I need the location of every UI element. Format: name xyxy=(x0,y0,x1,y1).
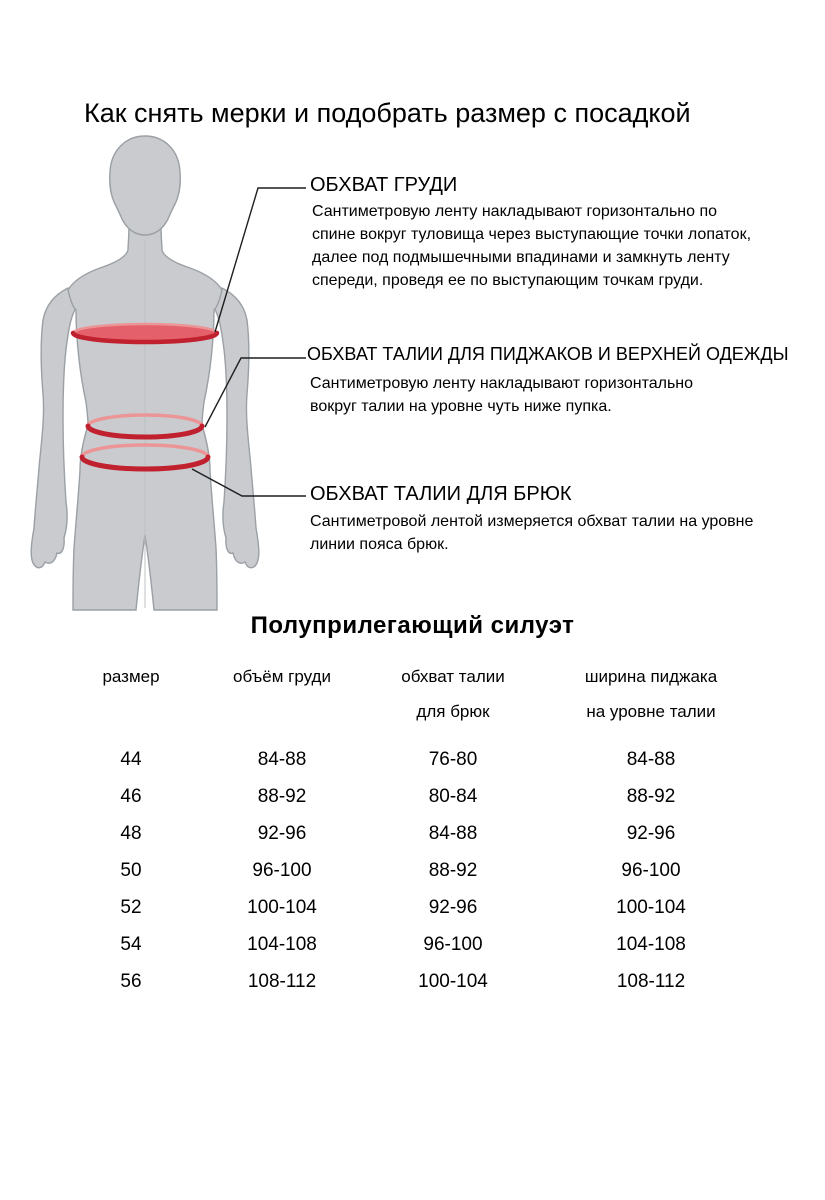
jacket-waist-text-line: вокруг талии на уровне чуть ниже пупка. xyxy=(310,398,612,415)
table-cell-size: 52 xyxy=(120,897,142,918)
table-cell-chest: 108-112 xyxy=(247,971,317,992)
column-header-size: размер xyxy=(102,667,160,686)
table-cell-trousers-waist: 100-104 xyxy=(418,971,488,992)
table-cell-jacket-width: 92-96 xyxy=(626,823,676,844)
table-cell-jacket-width: 84-88 xyxy=(626,749,676,770)
jacket-waist-section-text xyxy=(310,372,693,418)
table-cell-jacket-width: 108-112 xyxy=(616,971,686,992)
column-header-jacket-width: ширина пиджака на уровне талии xyxy=(584,667,718,721)
table-cell-trousers-waist: 88-92 xyxy=(428,860,478,881)
page-title: Как снять мерки и подобрать размер с посадкой xyxy=(84,98,691,129)
table-cell-chest: 92-96 xyxy=(257,823,307,844)
jacket-waist-text-line: Сантиметровую ленту накладывают горизонтально xyxy=(310,375,694,392)
chest-text-line: Сантиметровую ленту накладывают горизонтально по xyxy=(312,203,718,220)
jacket-waist-section-heading: ОБХВАТ ТАЛИИ ДЛЯ ПИДЖАКОВ И ВЕРХНЕЙ ОДЕЖДЫ xyxy=(307,344,789,364)
size-table-title: Полуприлегающий силуэт xyxy=(250,612,575,639)
table-cell-chest: 84-88 xyxy=(257,749,307,770)
left-arm xyxy=(31,288,76,568)
table-cell-chest: 100-104 xyxy=(247,897,317,918)
size-table-body xyxy=(40,741,738,1000)
table-cell-chest: 96-100 xyxy=(252,860,312,881)
table-cell-jacket-width: 100-104 xyxy=(616,897,686,918)
table-cell-size: 56 xyxy=(120,971,142,992)
table-cell-size: 50 xyxy=(120,860,142,881)
table-cell-trousers-waist: 92-96 xyxy=(428,897,478,918)
table-cell-jacket-width: 88-92 xyxy=(626,786,676,807)
table-cell-jacket-width: 96-100 xyxy=(621,860,681,881)
table-cell-trousers-waist: 84-88 xyxy=(428,823,478,844)
trouser-waist-section-text xyxy=(310,510,753,556)
size-table-header xyxy=(40,659,738,729)
chest-text-line: спине вокруг туловища через выступающие точки лопаток, xyxy=(312,226,752,243)
table-cell-size: 48 xyxy=(120,823,142,844)
table-cell-trousers-waist: 96-100 xyxy=(423,934,483,955)
table-cell-size: 46 xyxy=(120,786,142,807)
head xyxy=(110,136,181,235)
trouser-waist-section-heading: ОБХВАТ ТАЛИИ ДЛЯ БРЮК xyxy=(310,483,572,505)
table-cell-chest: 104-108 xyxy=(247,934,317,955)
right-arm xyxy=(214,288,259,568)
table-cell-size: 54 xyxy=(120,934,142,955)
chest-section-heading: ОБХВАТ ГРУДИ xyxy=(310,174,458,196)
trouser-waist-text-line: линии пояса брюк. xyxy=(310,536,449,553)
chest-text-line: спереди, проведя ее по выступающим точкам груди. xyxy=(312,272,704,289)
chest-section-text xyxy=(312,200,751,292)
table-cell-jacket-width: 104-108 xyxy=(616,934,686,955)
chest-text-line: далее под подмышечными впадинами и замкнуть ленту xyxy=(312,249,730,266)
column-header-trousers-waist: обхват талии для брюк xyxy=(401,667,505,721)
column-header-chest: объём груди xyxy=(233,667,331,686)
table-cell-trousers-waist: 80-84 xyxy=(428,786,478,807)
table-cell-trousers-waist: 76-80 xyxy=(428,749,478,770)
table-cell-size: 44 xyxy=(120,749,142,770)
callout-line-jacket-waist xyxy=(205,358,306,427)
trouser-waist-text-line: Сантиметровой лентой измеряется обхват талии на уровне xyxy=(310,513,754,530)
table-cell-chest: 88-92 xyxy=(257,786,307,807)
